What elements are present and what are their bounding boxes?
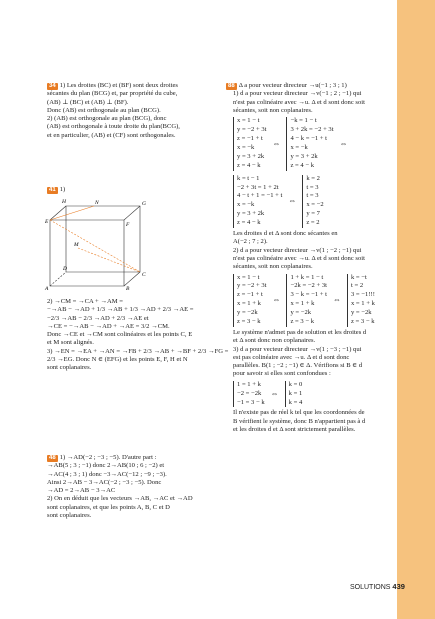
vertex-label: G (142, 201, 146, 207)
equation-system: k = 2 t = 3 t = 3 x = −2 y = 7 z = 2 (302, 175, 323, 228)
left-column (47, 82, 217, 194)
system-group-1 (233, 115, 394, 172)
exercise-number: 88 (228, 83, 235, 89)
equation-system: k = 0 k = 1 k = 4 (285, 381, 303, 408)
vertex-label: D (63, 266, 67, 272)
equivalence-icon: ⇔ (339, 138, 348, 148)
equation-system: 1 = 1 + k −2 = −2k −1 = 3 − k (233, 381, 265, 408)
exercise-41-text: 2) →CM = →CA + →AM = −→AB − →AD + 1/3 →AB + 1/3 →AD + 2/3 →AE = −2/3 →AB − 2/3 →AD + 2/3 →AE et →CE = −→AB − →AD + →AE = 3/2 →CM. Donc →CE et →CM sont colinéaires et les points C, E et M sont alignés. 3) →EN = →EA + →AN = →FB + 2/3 →AB + →BF + 2/3 →FG = 2/3 →EG. Donc N ∈ (EFG) et les points E, F, H et N sont coplanaires. (47, 298, 229, 372)
equation-system: k = −t t = 2 3 = −1!!! x = 1 + k y = −2k z = 3 − k (347, 274, 375, 327)
vertex-label: B (126, 286, 130, 292)
cube-figure (45, 186, 160, 292)
exercise-34: 34 1) Les droites (BC) et (BF) sont deux droites sécantes du plan (BCG) et, par propriété du cube, (AB) ⊥ (BC) et (AB) ⊥ (BF). Donc (AB) est orthogonale au plan (BCG). 2) (AB) est orthogonale au plan (BCG), donc (AB) est orthogonale à toute droite du plan(BCG), et en particulier, (AB) et (CF) sont orthogonales. (47, 82, 180, 139)
exercise-number: 41 (49, 187, 56, 194)
footer-label: SOLUTIONS (350, 584, 391, 591)
exercise-number: 34 (49, 83, 56, 89)
vertex-label: F (126, 222, 130, 228)
equivalence-icon: ⇔ (270, 388, 279, 398)
equivalence-icon: ⇔ (272, 295, 281, 305)
equation-system: x = 1 − t y = −2 + 3t z = −1 + t x = 1 + k y = −2k z = 3 − k (233, 274, 266, 327)
page-footer (350, 582, 405, 591)
vertex-label: C (142, 272, 146, 278)
page-edge-strip (397, 0, 435, 619)
exercise-41: 41 1) (49, 186, 66, 194)
equation-system: 1 + k = 1 − t −2k = −2 + 3t 3 − k = −1 + t x = 1 + k y = −2k z = 3 − k (286, 274, 327, 327)
system-group-2 (233, 173, 394, 230)
vertex-label: H (62, 199, 66, 205)
exercise-88: 88 Δ a pour vecteur directeur →u(−1 ; 3 ; 1) 1) d a pour vecteur directeur →v(−1 ; 2 ; −1) qui n'est pas colinéaire avec →u. Δ et d sont donc soit sécantes, soit non coplanaires. x = 1 − t y = −2 + 3t z = −1 + t x = −k y = 3 + 2k z = 4 − k ⇔ −k = 1 − t 3 + 2k = −2 + 3t 4 − k = −1 + t x = −k y = 3 + 2k z = 4 − k ⇔ k = t − 1 −2 + 3t = 1 + 2t 4 − t + 1 = −1 + t x = −k y = 3 + 2k z = 4 − k ⇔ k = 2 t = 3 t = 3 x = −2 y = 7 z = 2 Les droites d et Δ sont donc sécantes en A(−2 ; 7 ; 2). 2) d a pour vecteur directeur →v(1 ; −2 ; −1) qui n'est pas colinéaire avec →u. Δ et d sont donc soit sécantes, soit non coplanaires. x = 1 − t y = −2 + 3t z = −1 + t x = 1 + k y = −2k z = 3 − k ⇔ 1 + k = 1 − t −2k = −2 + 3t 3 − k = −1 + t x = 1 + k y = −2k z = 3 − k ⇔ k = −t t = 2 3 = −1!!! x = 1 + k y = −2k z = 3 − k Le système n'admet pas de solution et les droites d et Δ sont donc non coplanaires. 3) d a pour vecteur directeur →v(1 ; −3 ; −1) qui est pas colinéaire avec →u. Δ et d sont donc parallèles. B(1 ; −2 ; −1) ∈ Δ. Vérifions si B ∈ d pour savoir si elles sont confondues : 1 = 1 + k −2 = −2k −1 = 3 − k ⇔ k = 0 k = 1 k = 4 Il n'existe pas de réel k tel que les coordonnées de B vérifient le système, donc B n'appartient pas à d et les droites d et Δ sont strictement parallèles. (226, 82, 394, 434)
equation-system: x = 1 − t y = −2 + 3t z = −1 + t x = −k y = 3 + 2k z = 4 − k (233, 117, 266, 170)
page-number: 439 (392, 582, 405, 591)
equivalence-icon: ⇔ (332, 295, 341, 305)
exercise-48: 48 1) →AD(−2 ; −3 ; −5). D'autre part : →AB(5 ; 3 ; −1) donc 2→AB(10 ; 6 ; −2) et →AC(4 ; 3 ; 1) donc −3→AC(−12 ; −9 ; −3). Ainsi 2→AB − 3→AC(−2 ; −3 ; −5). Donc →AD = 2→AB − 3→AC 2) On en déduit que les vecteurs →AB, →AC et →AD sont coplanaires, et que les points A, B, C et D sont coplanaires. (47, 454, 193, 520)
vertex-label: E (45, 219, 49, 225)
system-group-3 (233, 272, 394, 329)
equation-system: −k = 1 − t 3 + 2k = −2 + 3t 4 − k = −1 + t x = −k y = 3 + 2k z = 4 − k (286, 117, 333, 170)
exercise-number: 48 (49, 455, 56, 461)
equation-system: k = t − 1 −2 + 3t = 1 + 2t 4 − t + 1 = −1 + t x = −k y = 3 + 2k z = 4 − k (233, 175, 282, 228)
vertex-label: M (74, 242, 79, 248)
equivalence-icon: ⇔ (288, 196, 297, 206)
vertex-label: N (95, 200, 99, 206)
equivalence-icon: ⇔ (272, 138, 281, 148)
vertex-label: A (45, 286, 49, 292)
system-group-4 (233, 379, 394, 410)
